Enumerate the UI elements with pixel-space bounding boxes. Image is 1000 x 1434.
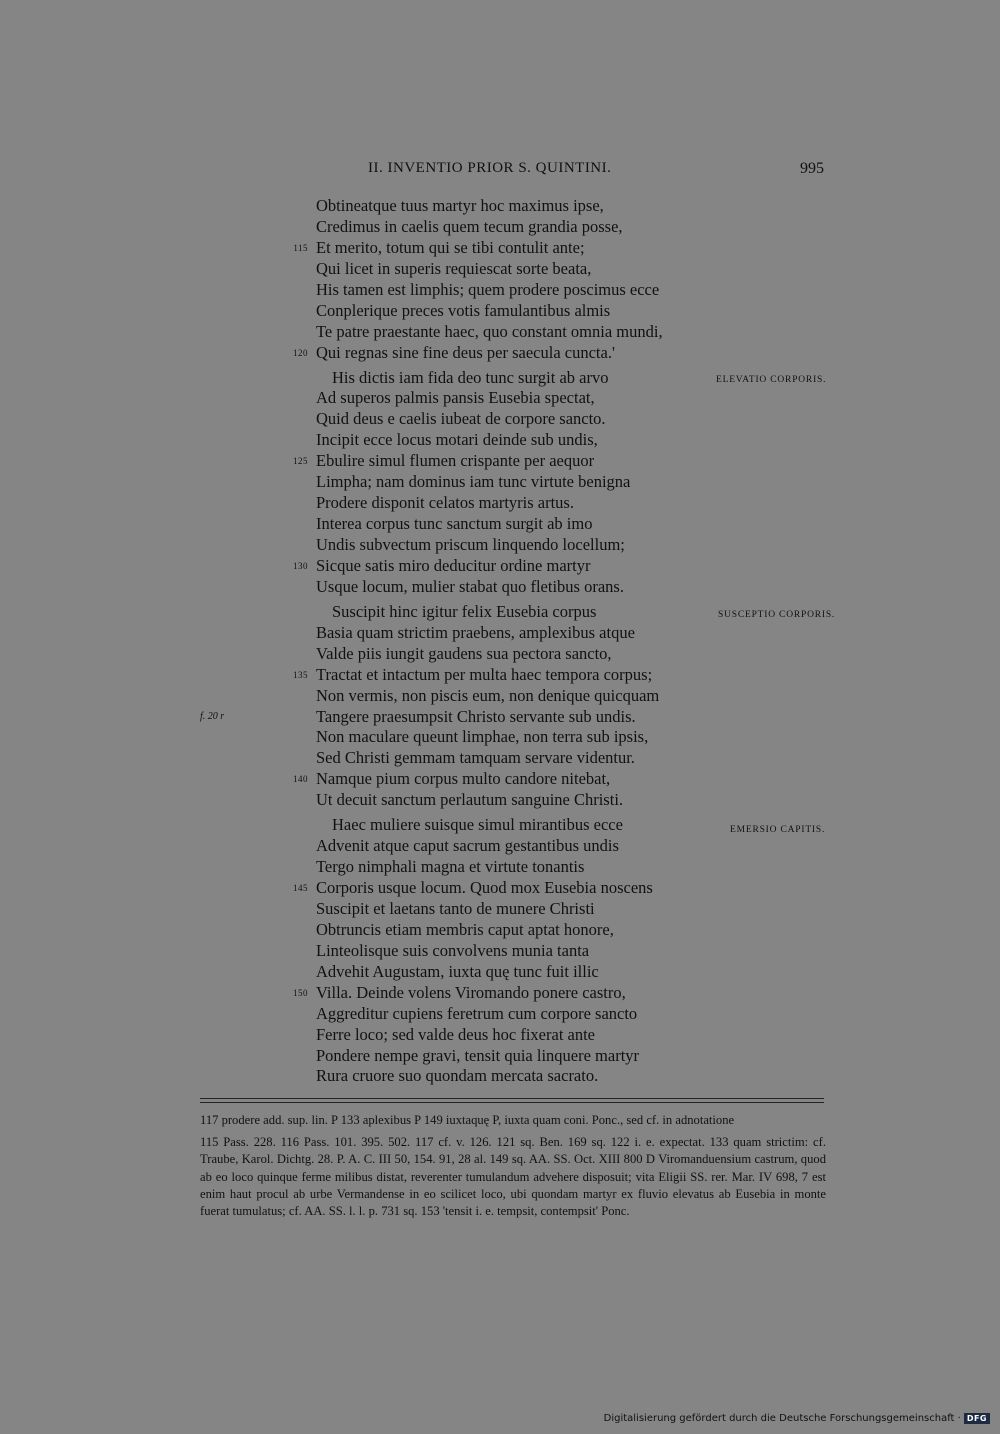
verse-line bbox=[316, 790, 736, 811]
verse-line bbox=[316, 280, 736, 301]
verse-line bbox=[316, 644, 736, 665]
page-number: 995 bbox=[800, 160, 824, 177]
footnote-rule-top bbox=[200, 1098, 824, 1099]
verse-text: Usque locum, mulier stabat quo fletibus orans. bbox=[316, 576, 624, 596]
verse-line bbox=[316, 727, 736, 748]
verse-line bbox=[316, 430, 736, 451]
verse-line bbox=[293, 664, 736, 686]
line-number: 120 bbox=[293, 347, 308, 358]
poem-text bbox=[200, 196, 736, 1087]
verse-text: Te patre praestante haec, quo constant omnia mundi, bbox=[316, 321, 663, 341]
verse-line bbox=[316, 748, 736, 769]
verse-line bbox=[316, 388, 736, 409]
verse-line bbox=[316, 602, 736, 623]
verse-text: Tangere praesumpsit Christo servante sub undis. bbox=[316, 706, 636, 726]
verse-line bbox=[316, 920, 736, 941]
verse-line bbox=[316, 368, 736, 389]
verse-text: Ad superos palmis pansis Eusebia spectat, bbox=[316, 388, 595, 408]
verse-text: Basia quam strictim praebens, amplexibus atque bbox=[316, 622, 635, 642]
verse-line bbox=[316, 1046, 736, 1067]
verse-text: Sed Christi gemmam tamquam servare videntur. bbox=[316, 748, 635, 768]
verse-line bbox=[316, 686, 736, 707]
verse-text: Sicque satis miro deducitur ordine martyr bbox=[316, 555, 591, 575]
verse-line bbox=[293, 342, 736, 364]
verse-text: Obtruncis etiam membris caput aptat honore, bbox=[316, 919, 614, 939]
verse-text: His dictis iam fida deo tunc surgit ab arvo bbox=[332, 367, 609, 387]
verse-text: Limpha; nam dominus iam tunc virtute benigna bbox=[316, 472, 631, 492]
verse-text: Ferre loco; sed valde deus hoc fixerat ante bbox=[316, 1024, 596, 1044]
verse-line bbox=[316, 472, 736, 493]
verse-text: Incipit ecce locus motari deinde sub undis, bbox=[316, 430, 598, 450]
verse-text: Et merito, totum qui se tibi contulit ante; bbox=[316, 237, 585, 257]
verse-text: Qui licet in superis requiescat sorte beata, bbox=[316, 258, 592, 278]
verse-line bbox=[316, 857, 736, 878]
verse-line bbox=[316, 941, 736, 962]
footnotes bbox=[200, 1112, 826, 1220]
folio-mark: f. 20 r bbox=[200, 710, 225, 722]
footer-credit bbox=[604, 1413, 990, 1424]
verse-text: Credimus in caelis quem tecum grandia posse, bbox=[316, 216, 623, 236]
verse-text: Qui regnas sine fine deus per saecula cuncta.' bbox=[316, 342, 615, 362]
verse-text: His tamen est limphis; quem prodere poscimus ecce bbox=[316, 279, 660, 299]
verse-line bbox=[316, 259, 736, 280]
verse-text: Prodere disponit celatos martyris artus. bbox=[316, 493, 574, 513]
running-head: II. INVENTIO PRIOR S. QUINTINI. bbox=[368, 160, 612, 176]
verse-text: Valde piis iungit gaudens sua pectora sancto, bbox=[316, 643, 612, 663]
verse-line bbox=[316, 217, 736, 238]
verse-text: Pondere nempe gravi, tensit quia linquere martyr bbox=[316, 1045, 640, 1065]
line-number: 145 bbox=[293, 883, 308, 893]
dfg-logo-icon: DFG bbox=[964, 1413, 990, 1424]
verse-text: Tractat et intactum per multa haec tempora corpus; bbox=[316, 664, 653, 684]
verse-line bbox=[316, 836, 736, 857]
verse-text: Non vermis, non piscis eum, non denique quicquam bbox=[316, 685, 660, 705]
verse-line bbox=[316, 623, 736, 644]
verse-text: Advenit atque caput sacrum gestantibus undis bbox=[316, 836, 619, 856]
footnote-rule-bottom bbox=[200, 1102, 824, 1103]
verse-text: Ebulire simul flumen crispante per aequor bbox=[316, 451, 595, 471]
verse-text: Villa. Deinde volens Viromando ponere castro, bbox=[316, 982, 626, 1002]
verse-line bbox=[316, 196, 736, 217]
verse-text: Tergo nimphali magna et virtute tonantis bbox=[316, 857, 585, 877]
verse-line bbox=[293, 237, 736, 259]
critical-apparatus: 117 prodere add. sup. lin. P 133 aplexibus P 149 iuxtaquę P, iuxta quam coni. Ponc., sed cf. in adnotatione bbox=[200, 1113, 735, 1127]
sidenote-emersio: EMERSIO CAPITIS. bbox=[730, 825, 826, 835]
verse-text: Advehit Augustam, iuxta quę tunc fuit illic bbox=[316, 961, 599, 981]
verse-text: Suscipit hinc igitur felix Eusebia corpus bbox=[332, 601, 597, 621]
verse-line bbox=[316, 1066, 736, 1087]
line-number: 125 bbox=[293, 456, 308, 467]
verse-line bbox=[316, 514, 736, 535]
verse-text: Obtineatque tuus martyr hoc maximus ipse, bbox=[316, 196, 604, 215]
verse-line bbox=[293, 878, 736, 899]
verse-text: Quid deus e caelis iubeat de corpore sancto. bbox=[316, 409, 606, 429]
verse-text: Namque pium corpus multo candore nitebat, bbox=[316, 769, 611, 789]
verse-line bbox=[316, 535, 736, 556]
verse-line bbox=[316, 577, 736, 598]
line-number: 140 bbox=[293, 774, 308, 785]
verse-line bbox=[293, 982, 736, 1004]
verse-text: Suscipit et laetans tanto de munere Christi bbox=[316, 898, 595, 918]
verse-line bbox=[316, 493, 736, 514]
verse-line bbox=[316, 962, 736, 983]
verse-line bbox=[316, 1025, 736, 1046]
verse-line bbox=[316, 322, 736, 343]
verse-text: Conplerique preces votis famulantibus almis bbox=[316, 300, 611, 320]
verse-text: Linteolisque suis convolvens munia tanta bbox=[316, 940, 590, 960]
line-number: 130 bbox=[293, 560, 308, 571]
line-number: 115 bbox=[293, 242, 308, 253]
line-number: 135 bbox=[293, 669, 308, 680]
verse-line bbox=[316, 301, 736, 322]
verse-text: Corporis usque locum. Quod mox Eusebia noscens bbox=[316, 878, 653, 897]
verse-text: Undis subvectum priscum linquendo locellum; bbox=[316, 535, 625, 554]
commentary-notes: 115 Pass. 228. 116 Pass. 101. 395. 502. 117 cf. v. 126. 121 sq. Ben. 169 sq. 122 i. e. expectat. 133 quam strictim: cf. Traube, Karol. Dichtg. 28. P. A. C. III 50, 154. 91, 28 al. 149 sq. AA. SS. Oct. XIII 800 D Viromanduensium castrum, quod ab eo loco quinque ferme milibus distat, reverenter tumulandum advehere disposuit; vita Eligii SS. rer. Mar. IV 698, 7 est enim haut procul ab urbe Vermandense in eo scilicet loco, ubi quondam martyr ex fluvio elevatus ab Eusebia in monte fuerat tumulatus; cf. AA. SS. l. l. p. 731 sq. 153 'tensit i. e. tempsit, contempsit' Ponc. bbox=[200, 1135, 826, 1219]
verse-text: Rura cruore suo quondam mercata sacrato. bbox=[316, 1066, 599, 1086]
sidenote-susceptio: SUSCEPTIO CORPORIS. bbox=[718, 610, 836, 620]
verse-line bbox=[316, 899, 736, 920]
verse-text: Ut decuit sanctum perlautum sanguine Christi. bbox=[316, 790, 624, 810]
verse-text: Interea corpus tunc sanctum surgit ab imo bbox=[316, 514, 593, 534]
verse-line bbox=[316, 815, 736, 836]
verse-line bbox=[293, 769, 736, 790]
verse-text: Aggreditur cupiens feretrum cum corpore sancto bbox=[316, 1003, 638, 1023]
verse-line bbox=[293, 555, 736, 577]
verse-text: Haec muliere suisque simul mirantibus ecce bbox=[332, 815, 623, 835]
verse-line bbox=[293, 451, 736, 472]
verse-line bbox=[316, 1004, 736, 1025]
line-number: 150 bbox=[293, 987, 308, 998]
verse-line bbox=[200, 706, 736, 728]
verse-line bbox=[316, 409, 736, 430]
sidenote-elevatio: ELEVATIO CORPORIS. bbox=[716, 375, 827, 385]
verse-text: Non maculare queunt limphae, non terra sub ipsis, bbox=[316, 727, 649, 747]
footer-credit-text: Digitalisierung gefördert durch die Deutsche Forschungsgemeinschaft · bbox=[603, 1413, 961, 1424]
